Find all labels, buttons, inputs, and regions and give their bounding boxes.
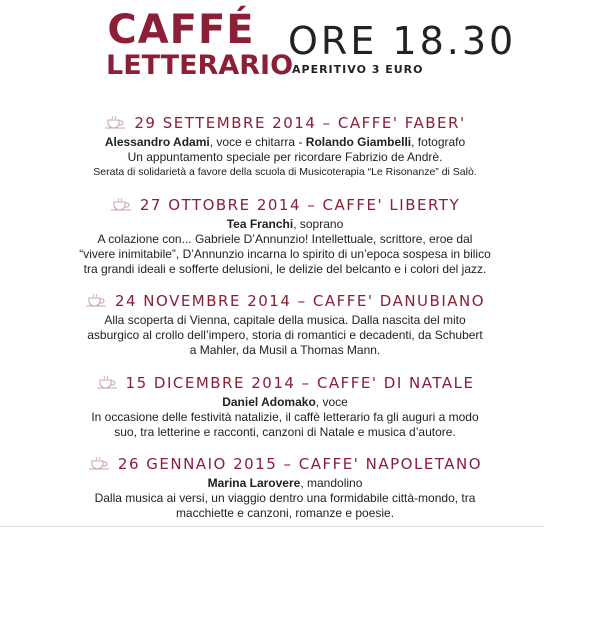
coffee-cup-icon [85,294,107,308]
event-title: 29 SETTEMBRE 2014 – CAFFE' FABER' [134,114,466,132]
event-title: 15 DICEMBRE 2014 – CAFFE' DI NATALE [125,374,475,392]
event-description-line: Alla scoperta di Vienna, capitale della musica. Dalla nascita del mito [104,313,466,327]
performers-line [20,395,550,410]
performer-role: , mandolino [300,476,363,490]
performer-role: , fotografo [411,135,466,149]
event-block-3 [20,292,550,358]
event-title: 27 OTTOBRE 2014 – CAFFE' LIBERTY [139,196,461,214]
event-description: Un appuntamento speciale per ricordare Fabrizio de Andrè. [127,150,443,164]
title-line-1: CAFFÉ [107,7,255,53]
event-description-line: A colazione con... Gabriele D’Annunzio! Intellettuale, scrittore, eroe dal [97,232,473,246]
event-description-line: tra grandi ideali e sofferte delusioni, le delizie del belcanto e i colori del jazz. [83,262,487,276]
event-header [20,455,550,473]
event-title: 24 NOVEMBRE 2014 – CAFFE' DANUBIANO [114,292,486,310]
performers-line [20,135,550,150]
title-line-2: LETTERARIO [106,50,294,81]
event-header [20,374,550,392]
event-title: 26 GENNAIO 2015 – CAFFE' NAPOLETANO [117,455,483,473]
divider [0,526,545,527]
coffee-cup-icon [96,376,118,390]
performer-role: , soprano [293,217,344,231]
event-header [20,292,550,310]
performers-line [20,217,550,232]
performer-role: , voce [315,395,348,409]
event-description-line: a Mahler, da Musil a Thomas Mann. [189,343,381,357]
event-block-5 [20,455,550,521]
event-description-line: macchiette e canzoni, romanze e poesie. [175,506,395,520]
event-block-2 [20,196,550,277]
event-description-line: Dalla musica ai versi, un viaggio dentro una formidabile città-mondo, tra [94,491,476,505]
event-time: ORE 18.30 [288,19,517,63]
event-block-4 [20,374,550,440]
performer-name: Alessandro Adami [104,135,210,149]
performer-name: Tea Franchi [226,217,294,231]
coffee-cup-icon [104,116,126,130]
event-block-1 [20,114,550,180]
event-description-line: asburgico al crollo dell’impero, storia di romantici e decadenti, da Schubert [87,328,483,342]
event-header [20,196,550,214]
event-header [20,114,550,132]
coffee-cup-icon [110,198,132,212]
event-description-line: In occasione delle festività natalizie, il caffè letterario fa gli auguri a modo [91,410,479,424]
event-note: Serata di solidarietà a favore della scuola di Musicoterapia “Le Risonanze” di Salò. [93,166,477,178]
event-series-title [106,7,294,81]
performer-name: Daniel Adomako [222,395,316,409]
event-description-line: suo, tra letterine e racconti, canzoni di Natale e musica d’autore. [114,425,456,439]
coffee-cup-icon [88,457,110,471]
performer-role: , voce e chitarra - [209,135,306,149]
event-description-line: “vivere inimitabile”, D’Annunzio incarna lo spirito di un’epoca sospesa in bilico [79,247,491,261]
performer-name: Rolando Giambelli [305,135,412,149]
performer-name: Marina Larovere [207,476,301,490]
aperitivo-price: APERITIVO 3 EURO [292,63,424,76]
performers-line [20,476,550,491]
